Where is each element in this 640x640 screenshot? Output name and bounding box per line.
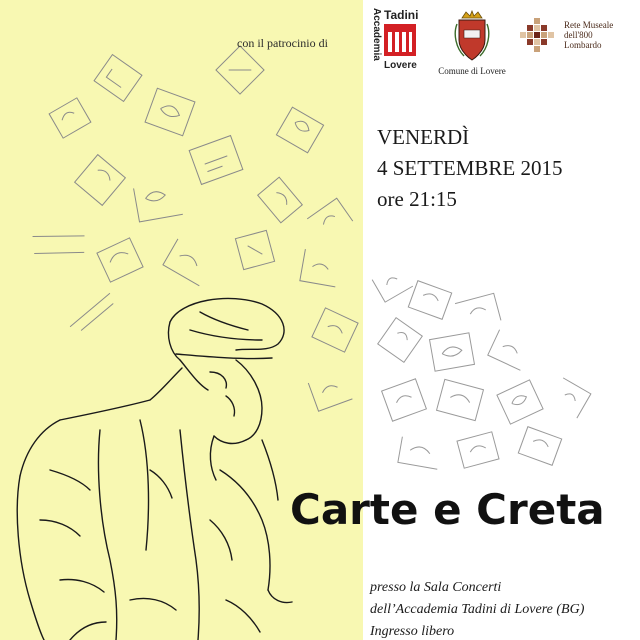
venue-line: dell’Accademia Tadini di Lovere (BG) bbox=[370, 602, 585, 617]
event-title: Carte e Creta bbox=[290, 485, 605, 534]
accademia-town: Lovere bbox=[384, 60, 417, 71]
accademia-emblem-icon bbox=[384, 24, 416, 56]
event-day: VENERDÌ bbox=[377, 125, 470, 149]
comune-di-lovere-logo bbox=[434, 10, 510, 78]
coat-of-arms-icon bbox=[454, 10, 490, 62]
mosaic-grid-icon bbox=[520, 18, 558, 54]
rete-label-line: dell'800 bbox=[564, 30, 593, 40]
venue-line: presso la Sala Concerti bbox=[370, 580, 502, 595]
venue-line: Ingresso libero bbox=[370, 624, 455, 639]
comune-label: Comune di Lovere bbox=[438, 66, 506, 76]
accademia-vertical-label: Accademia bbox=[371, 8, 382, 61]
patronage-text: con il patrocinio di bbox=[237, 36, 328, 50]
woman-line-drawing bbox=[17, 298, 292, 640]
venue-info bbox=[370, 577, 584, 640]
event-date: 4 SETTEMBRE 2015 bbox=[377, 156, 563, 180]
accademia-tadini-logo bbox=[370, 8, 422, 74]
rete-label bbox=[564, 20, 613, 50]
tile-pattern bbox=[28, 46, 358, 411]
accademia-name: Tadini bbox=[384, 8, 419, 22]
rete-label-line: Lombardo bbox=[564, 40, 602, 50]
rete-label-line: Rete Museale bbox=[564, 20, 614, 30]
event-date-block bbox=[377, 122, 563, 215]
accademia-vertical-label-box bbox=[370, 8, 382, 72]
event-time: ore 21:15 bbox=[377, 187, 457, 211]
rete-museale-logo bbox=[520, 18, 636, 58]
tile-pattern-white bbox=[372, 264, 591, 470]
